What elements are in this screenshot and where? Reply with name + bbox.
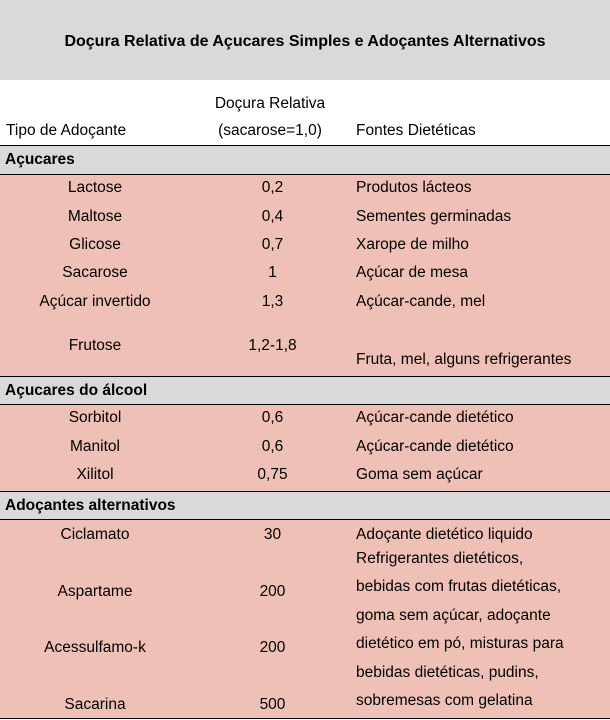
row-value-acesulfame-k: 200: [259, 639, 286, 656]
row-source-cyclamate: Adoçante dietético liquido: [356, 526, 533, 543]
row-source-maltose: Sementes germinadas: [356, 208, 512, 225]
row-value-fructose: 1,2-1,8: [248, 337, 297, 354]
row-name-saccharin: Sacarina: [64, 696, 126, 713]
table-title: Doçura Relativa de Açucares Simples e Adoçantes Alternativos: [64, 33, 546, 50]
source-line: sobremesas com gelatina: [356, 692, 533, 710]
section-rows-alternative-sweeteners: [0, 520, 610, 718]
section-header-sugar-alcohols: [0, 377, 610, 404]
shared-dietary-sources: [356, 545, 564, 715]
row-name-sorbitol: Sorbitol: [68, 409, 122, 426]
row-source-lactose: Produtos lácteos: [356, 179, 472, 196]
header-sweetener-type: Tipo de Adoçante: [6, 122, 127, 139]
title-bar: [0, 0, 610, 80]
source-line: dietético em pó, misturas para: [356, 635, 564, 653]
section-label: Açucares do álcool: [5, 381, 148, 399]
row-name-xylitol: Xilitol: [76, 466, 114, 483]
row-source-invert-sugar: Açúcar-cande, mel: [356, 293, 486, 310]
source-line: goma sem açúcar, adoçante: [356, 606, 551, 624]
row-value-sucrose: 1: [268, 264, 277, 281]
row-value-glucose: 0,7: [261, 236, 284, 253]
section-label: Adoçantes alternativos: [5, 496, 176, 514]
row-name-aspartame: Aspartame: [57, 583, 133, 600]
row-source-xylitol: Goma sem açúcar: [356, 466, 483, 483]
row-source-fructose: Fruta, mel, alguns refrigerantes: [356, 351, 572, 368]
header-dietary-sources: Fontes Dietéticas: [356, 122, 476, 139]
row-name-mannitol: Manitol: [70, 438, 120, 455]
section-rows-sugar-alcohols: [0, 405, 610, 491]
row-value-xylitol: 0,75: [257, 466, 288, 483]
row-name-sucrose: Sacarose: [62, 264, 128, 281]
header-sweetness-line2: (sacarose=1,0): [218, 122, 322, 139]
section-label: Açucares: [5, 151, 75, 168]
row-name-glucose: Glicose: [69, 236, 121, 253]
row-source-sucrose: Açúcar de mesa: [356, 264, 468, 281]
row-source-mannitol: Açúcar-cande dietético: [356, 438, 514, 455]
row-value-aspartame: 200: [259, 583, 286, 600]
row-value-cyclamate: 30: [263, 526, 282, 543]
row-value-sorbitol: 0,6: [261, 409, 284, 426]
divider: [0, 718, 610, 719]
row-value-saccharin: 500: [259, 696, 286, 713]
row-name-invert-sugar: Açúcar invertido: [39, 293, 151, 310]
row-source-sorbitol: Açúcar-cande dietético: [356, 409, 514, 426]
section-header-sugars: [0, 146, 610, 174]
row-name-acesulfame-k: Acessulfamo-k: [44, 639, 146, 656]
row-source-glucose: Xarope de milho: [356, 236, 469, 253]
row-value-mannitol: 0,6: [261, 438, 284, 455]
header-relative-sweetness: [200, 90, 340, 144]
row-value-lactose: 0,2: [261, 179, 284, 196]
row-name-cyclamate: Ciclamato: [60, 526, 130, 543]
section-header-alternative-sweeteners: [0, 492, 610, 519]
row-name-maltose: Maltose: [67, 208, 123, 225]
row-value-maltose: 0,4: [261, 208, 284, 225]
row-name-fructose: Frutose: [68, 337, 122, 354]
section-rows-sugars: [0, 175, 610, 376]
header-sweetness-line1: Doçura Relativa: [214, 95, 326, 112]
row-value-invert-sugar: 1,3: [261, 293, 284, 310]
source-line: bebidas com frutas dietéticas,: [356, 578, 562, 596]
row-name-lactose: Lactose: [67, 179, 123, 196]
source-line: Refrigerantes dietéticos,: [356, 550, 524, 567]
source-line: bebidas dietéticas, pudins,: [356, 663, 539, 681]
